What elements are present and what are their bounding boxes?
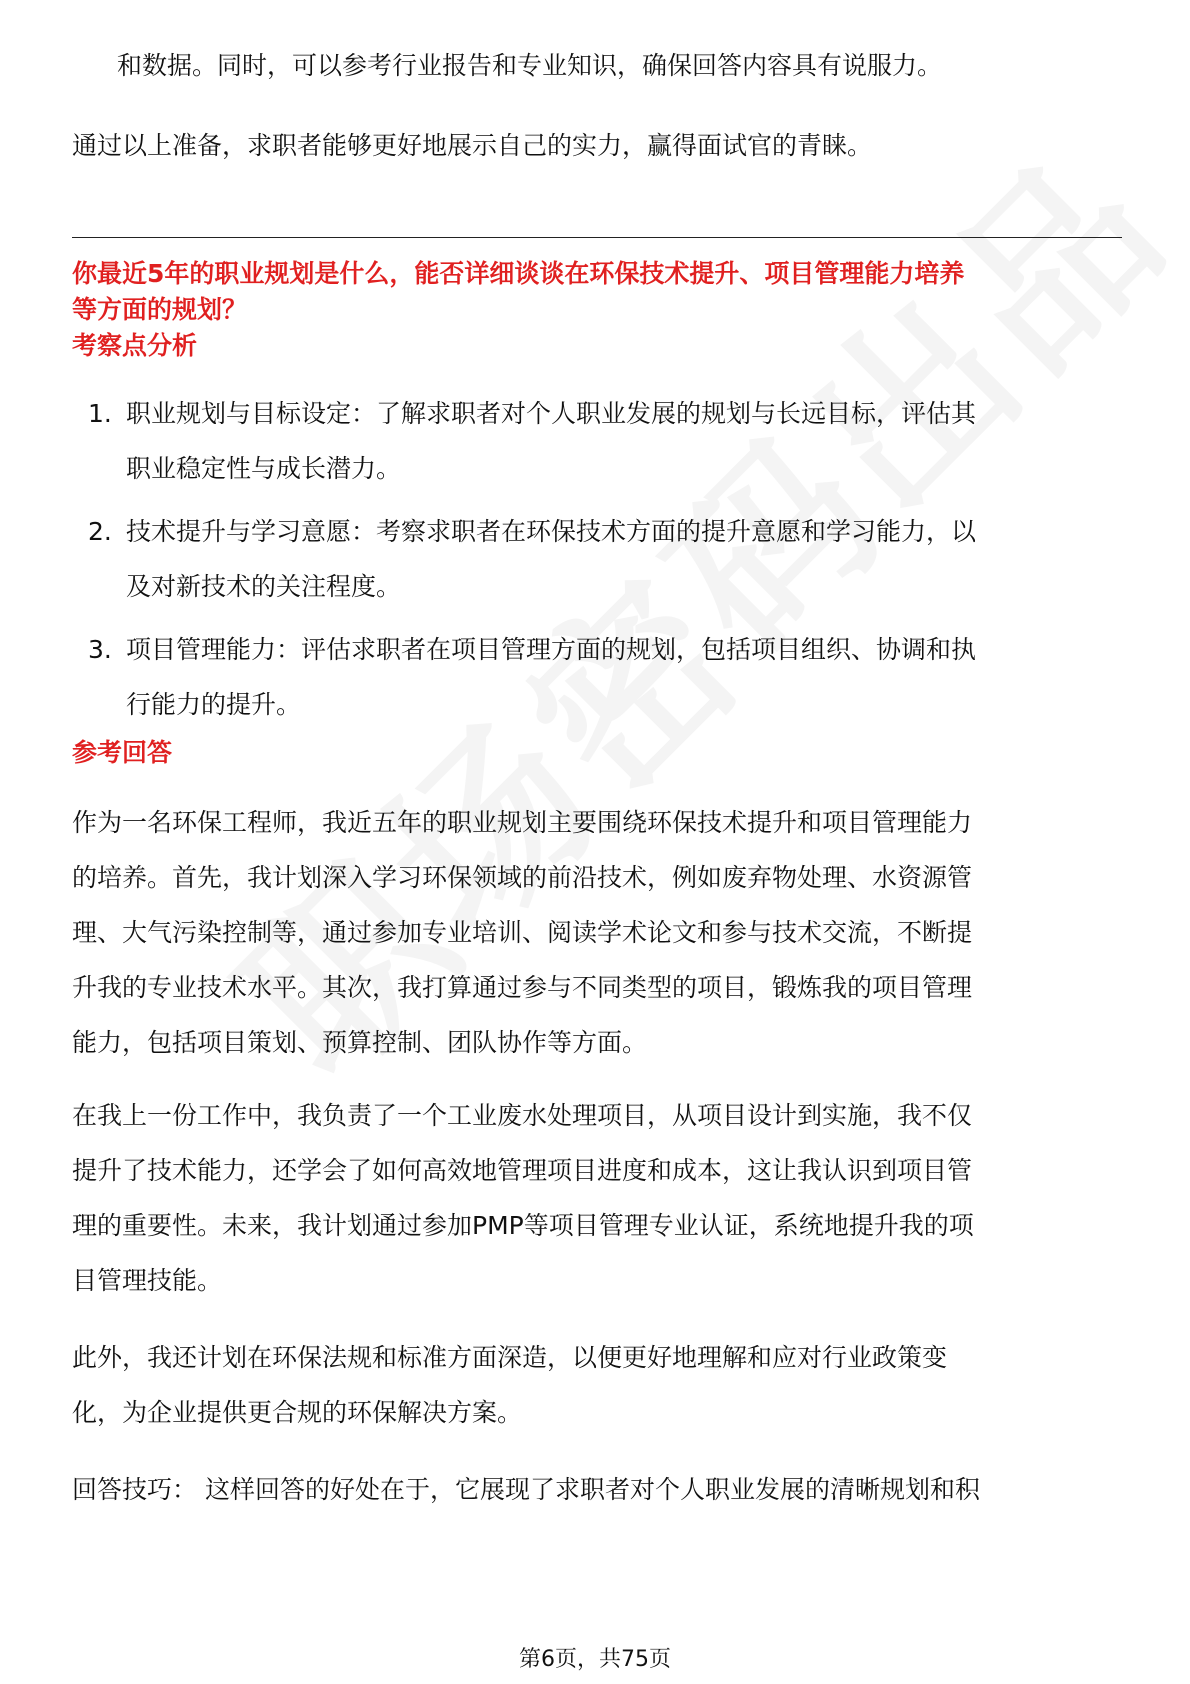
analysis-list [72, 386, 1122, 740]
question-title [72, 256, 1122, 328]
list-item [72, 386, 1122, 496]
list-item-text: 技术提升与学习意愿：考察求职者在环保技术方面的提升意愿和学习能力，以 [126, 517, 977, 546]
text-line: 提升了技术能力，还学会了如何高效地管理项目进度和成本，这让我认识到项目管 [72, 1156, 973, 1185]
text-line: 理、大气污染控制等，通过参加专业培训、阅读学术论文和参与技术交流，不断提 [72, 918, 973, 947]
paragraph-continuation: 和数据。同时，可以参考行业报告和专业知识，确保回答内容具有说服力。 [117, 51, 943, 80]
text-line: 作为一名环保工程师，我近五年的职业规划主要围绕环保技术提升和项目管理能力 [72, 808, 973, 837]
list-item-text: 职业稳定性与成长潜力。 [126, 454, 402, 483]
list-number: 2. [88, 517, 112, 546]
question-title-line: 等方面的规划？ [72, 295, 248, 324]
answer-tip [72, 1462, 1122, 1517]
list-item-text: 项目管理能力：评估求职者在项目管理方面的规划，包括项目组织、协调和执 [126, 635, 977, 664]
page-number: 第6页，共75页 [519, 1647, 671, 1672]
list-item-text: 行能力的提升。 [126, 690, 302, 719]
answer-paragraph-2 [72, 1088, 1122, 1308]
analysis-heading: 考察点分析 [72, 331, 198, 360]
list-number: 3. [88, 635, 112, 664]
text-line: 理的重要性。未来，我计划通过参加PMP等项目管理专业认证，系统地提升我的项 [72, 1211, 974, 1240]
list-item [72, 504, 1122, 614]
answer-heading: 参考回答 [72, 738, 173, 767]
question-title-line: 你最近5年的职业规划是什么，能否详细谈谈在环保技术提升、项目管理能力培养 [72, 259, 965, 288]
answer-paragraph-3 [72, 1330, 1122, 1440]
list-item-text: 及对新技术的关注程度。 [126, 572, 402, 601]
text-line: 目管理技能。 [72, 1266, 223, 1295]
list-number: 1. [88, 399, 112, 428]
list-item-text: 职业规划与目标设定：了解求职者对个人职业发展的规划与长远目标，评估其 [126, 399, 977, 428]
text-line: 回答技巧： 这样回答的好处在于，它展现了求职者对个人职业发展的清晰规划和积 [72, 1475, 980, 1504]
text-line: 此外，我还计划在环保法规和标准方面深造，以便更好地理解和应对行业政策变 [72, 1343, 948, 1372]
section-divider [72, 237, 1122, 238]
text-line: 化，为企业提供更合规的环保解决方案。 [72, 1398, 523, 1427]
text-line: 的培养。首先，我计划深入学习环保领域的前沿技术，例如废弃物处理、水资源管 [72, 863, 973, 892]
list-item [72, 622, 1122, 732]
answer-paragraph-1 [72, 795, 1122, 1070]
paragraph-summary: 通过以上准备，求职者能够更好地展示自己的实力，赢得面试官的青睐。 [72, 131, 873, 160]
text-line: 在我上一份工作中，我负责了一个工业废水处理项目，从项目设计到实施，我不仅 [72, 1101, 973, 1130]
text-line: 能力，包括项目策划、预算控制、团队协作等方面。 [72, 1028, 648, 1057]
text-line: 升我的专业技术水平。其次，我打算通过参与不同类型的项目，锻炼我的项目管理 [72, 973, 973, 1002]
